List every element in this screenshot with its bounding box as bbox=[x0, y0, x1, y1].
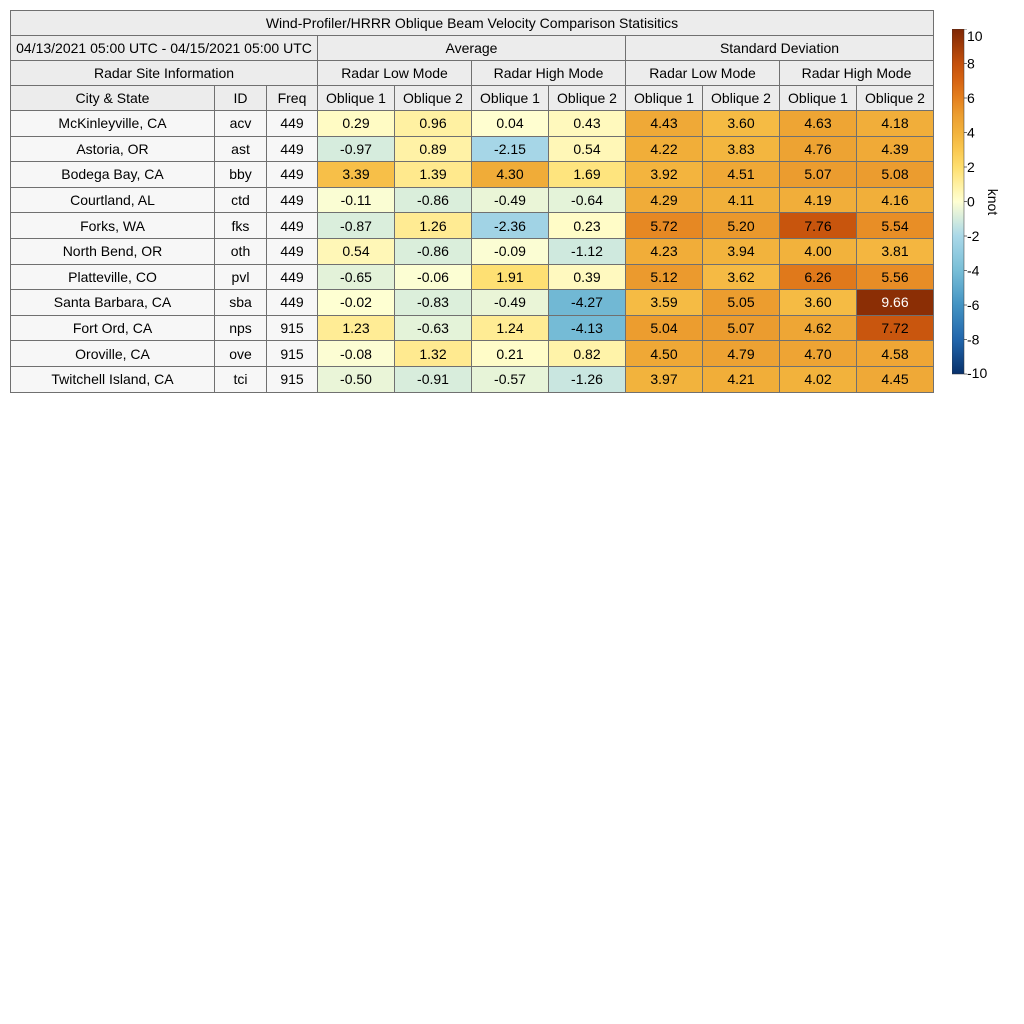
value-cell: -0.49 bbox=[472, 187, 549, 213]
col-header-std-high-oblique-2: Oblique 2 bbox=[857, 86, 934, 111]
colorbar bbox=[952, 29, 1016, 389]
value-cell: 5.54 bbox=[857, 213, 934, 239]
table-row bbox=[11, 264, 934, 290]
value-cell: 4.23 bbox=[626, 238, 703, 264]
avg-low-mode-header: Radar Low Mode bbox=[318, 61, 472, 86]
value-cell: -1.12 bbox=[549, 238, 626, 264]
value-cell: 0.43 bbox=[549, 111, 626, 137]
site-name-cell: Oroville, CA bbox=[11, 341, 215, 367]
value-cell: 4.50 bbox=[626, 341, 703, 367]
value-cell: -1.26 bbox=[549, 366, 626, 392]
value-cell: -0.63 bbox=[395, 315, 472, 341]
value-cell: 4.11 bbox=[703, 187, 780, 213]
value-cell: -4.13 bbox=[549, 315, 626, 341]
site-name-cell: Bodega Bay, CA bbox=[11, 162, 215, 188]
table-row bbox=[11, 238, 934, 264]
value-cell: 0.39 bbox=[549, 264, 626, 290]
value-cell: 7.76 bbox=[780, 213, 857, 239]
col-header-avg-high-oblique-1: Oblique 1 bbox=[472, 86, 549, 111]
site-id-cell: bby bbox=[215, 162, 267, 188]
value-cell: 4.02 bbox=[780, 366, 857, 392]
site-freq-cell: 449 bbox=[267, 111, 318, 137]
value-cell: 0.54 bbox=[549, 136, 626, 162]
value-cell: 3.39 bbox=[318, 162, 395, 188]
value-cell: 5.07 bbox=[703, 315, 780, 341]
site-name-cell: Forks, WA bbox=[11, 213, 215, 239]
table-row bbox=[11, 111, 934, 137]
value-cell: -0.64 bbox=[549, 187, 626, 213]
site-freq-cell: 449 bbox=[267, 238, 318, 264]
site-freq-cell: 915 bbox=[267, 341, 318, 367]
value-cell: 1.26 bbox=[395, 213, 472, 239]
site-id-cell: fks bbox=[215, 213, 267, 239]
site-freq-cell: 449 bbox=[267, 187, 318, 213]
value-cell: 4.21 bbox=[703, 366, 780, 392]
value-cell: 4.63 bbox=[780, 111, 857, 137]
table-row bbox=[11, 213, 934, 239]
value-cell: 4.30 bbox=[472, 162, 549, 188]
value-cell: 0.29 bbox=[318, 111, 395, 137]
value-cell: 5.05 bbox=[703, 290, 780, 316]
value-cell: 4.39 bbox=[857, 136, 934, 162]
value-cell: 3.92 bbox=[626, 162, 703, 188]
value-cell: 3.94 bbox=[703, 238, 780, 264]
value-cell: 3.59 bbox=[626, 290, 703, 316]
value-cell: 4.58 bbox=[857, 341, 934, 367]
value-cell: 9.66 bbox=[857, 290, 934, 316]
site-name-cell: Twitchell Island, CA bbox=[11, 366, 215, 392]
value-cell: 1.24 bbox=[472, 315, 549, 341]
site-name-cell: North Bend, OR bbox=[11, 238, 215, 264]
value-cell: 3.60 bbox=[703, 111, 780, 137]
site-info-header: Radar Site Information bbox=[11, 61, 318, 86]
colorbar-tick-label: 6 bbox=[967, 90, 975, 106]
colorbar-tick-label: -2 bbox=[967, 228, 980, 244]
colorbar-gradient bbox=[952, 29, 964, 374]
value-cell: 4.62 bbox=[780, 315, 857, 341]
value-cell: -0.86 bbox=[395, 238, 472, 264]
site-freq-cell: 915 bbox=[267, 315, 318, 341]
colorbar-tick-label: 8 bbox=[967, 55, 975, 72]
site-name-cell: Platteville, CO bbox=[11, 264, 215, 290]
average-header: Average bbox=[318, 36, 626, 61]
value-cell: -0.49 bbox=[472, 290, 549, 316]
table-row bbox=[11, 290, 934, 316]
site-freq-cell: 449 bbox=[267, 213, 318, 239]
site-name-cell: Courtland, AL bbox=[11, 187, 215, 213]
value-cell: 4.22 bbox=[626, 136, 703, 162]
value-cell: 1.32 bbox=[395, 341, 472, 367]
value-cell: 0.04 bbox=[472, 111, 549, 137]
value-cell: -0.06 bbox=[395, 264, 472, 290]
value-cell: -0.83 bbox=[395, 290, 472, 316]
value-cell: 3.62 bbox=[703, 264, 780, 290]
value-cell: 1.91 bbox=[472, 264, 549, 290]
site-freq-cell: 449 bbox=[267, 162, 318, 188]
value-cell: 5.72 bbox=[626, 213, 703, 239]
table-row bbox=[11, 187, 934, 213]
site-name-cell: Santa Barbara, CA bbox=[11, 290, 215, 316]
table-title: Wind-Profiler/HRRR Oblique Beam Velocity Comparison Statisitics bbox=[11, 11, 934, 36]
value-cell: 1.39 bbox=[395, 162, 472, 188]
value-cell: -4.27 bbox=[549, 290, 626, 316]
value-cell: 0.82 bbox=[549, 341, 626, 367]
value-cell: -0.09 bbox=[472, 238, 549, 264]
table-row bbox=[11, 315, 934, 341]
col-header-avg-low-oblique-1: Oblique 1 bbox=[318, 86, 395, 111]
col-header-city: City & State bbox=[11, 86, 215, 111]
col-header-freq: Freq bbox=[267, 86, 318, 111]
value-cell: -0.57 bbox=[472, 366, 549, 392]
value-cell: 3.83 bbox=[703, 136, 780, 162]
value-cell: 4.79 bbox=[703, 341, 780, 367]
value-cell: -2.15 bbox=[472, 136, 549, 162]
site-id-cell: ctd bbox=[215, 187, 267, 213]
site-freq-cell: 449 bbox=[267, 264, 318, 290]
value-cell: 1.23 bbox=[318, 315, 395, 341]
value-cell: 4.29 bbox=[626, 187, 703, 213]
std-dev-header: Standard Deviation bbox=[626, 36, 934, 61]
colorbar-tick-label: -6 bbox=[967, 297, 980, 313]
col-header-avg-high-oblique-2: Oblique 2 bbox=[549, 86, 626, 111]
value-cell: 0.21 bbox=[472, 341, 549, 367]
col-header-std-low-oblique-2: Oblique 2 bbox=[703, 86, 780, 111]
value-cell: 4.18 bbox=[857, 111, 934, 137]
table-row bbox=[11, 162, 934, 188]
value-cell: -0.50 bbox=[318, 366, 395, 392]
value-cell: -0.97 bbox=[318, 136, 395, 162]
value-cell: 4.00 bbox=[780, 238, 857, 264]
site-freq-cell: 915 bbox=[267, 366, 318, 392]
colorbar-tick-label: 2 bbox=[967, 159, 975, 175]
value-cell: -0.11 bbox=[318, 187, 395, 213]
site-name-cell: Astoria, OR bbox=[11, 136, 215, 162]
value-cell: 0.54 bbox=[318, 238, 395, 264]
value-cell: 4.19 bbox=[780, 187, 857, 213]
value-cell: 5.08 bbox=[857, 162, 934, 188]
site-id-cell: ove bbox=[215, 341, 267, 367]
site-id-cell: nps bbox=[215, 315, 267, 341]
value-cell: -0.08 bbox=[318, 341, 395, 367]
value-cell: -0.86 bbox=[395, 187, 472, 213]
value-cell: 4.45 bbox=[857, 366, 934, 392]
value-cell: 1.69 bbox=[549, 162, 626, 188]
site-name-cell: Fort Ord, CA bbox=[11, 315, 215, 341]
value-cell: 5.20 bbox=[703, 213, 780, 239]
value-cell: -0.87 bbox=[318, 213, 395, 239]
colorbar-label: knot bbox=[985, 188, 1001, 216]
colorbar-tick-label: -4 bbox=[967, 262, 980, 279]
table-row bbox=[11, 341, 934, 367]
value-cell: 5.12 bbox=[626, 264, 703, 290]
std-high-mode-header: Radar High Mode bbox=[780, 61, 934, 86]
value-cell: -0.65 bbox=[318, 264, 395, 290]
value-cell: -2.36 bbox=[472, 213, 549, 239]
value-cell: 5.56 bbox=[857, 264, 934, 290]
value-cell: 3.81 bbox=[857, 238, 934, 264]
colorbar-tick-label: 0 bbox=[967, 193, 975, 210]
site-id-cell: tci bbox=[215, 366, 267, 392]
col-header-avg-low-oblique-2: Oblique 2 bbox=[395, 86, 472, 111]
value-cell: 4.70 bbox=[780, 341, 857, 367]
site-freq-cell: 449 bbox=[267, 290, 318, 316]
value-cell: -0.91 bbox=[395, 366, 472, 392]
table-row bbox=[11, 136, 934, 162]
site-id-cell: acv bbox=[215, 111, 267, 137]
value-cell: 0.89 bbox=[395, 136, 472, 162]
site-freq-cell: 449 bbox=[267, 136, 318, 162]
site-id-cell: sba bbox=[215, 290, 267, 316]
col-header-std-high-oblique-1: Oblique 1 bbox=[780, 86, 857, 111]
value-cell: 4.51 bbox=[703, 162, 780, 188]
site-id-cell: oth bbox=[215, 238, 267, 264]
site-name-cell: McKinleyville, CA bbox=[11, 111, 215, 137]
colorbar-tick-label: 4 bbox=[967, 124, 975, 141]
col-header-std-low-oblique-1: Oblique 1 bbox=[626, 86, 703, 111]
value-cell: 0.96 bbox=[395, 111, 472, 137]
colorbar-tick-label: -8 bbox=[967, 331, 980, 348]
site-id-cell: pvl bbox=[215, 264, 267, 290]
value-cell: 0.23 bbox=[549, 213, 626, 239]
value-cell: 5.04 bbox=[626, 315, 703, 341]
value-cell: 6.26 bbox=[780, 264, 857, 290]
value-cell: 4.43 bbox=[626, 111, 703, 137]
value-cell: 7.72 bbox=[857, 315, 934, 341]
comparison-table bbox=[10, 10, 934, 393]
value-cell: 3.97 bbox=[626, 366, 703, 392]
value-cell: -0.02 bbox=[318, 290, 395, 316]
site-id-cell: ast bbox=[215, 136, 267, 162]
date-range: 04/13/2021 05:00 UTC - 04/15/2021 05:00 UTC bbox=[11, 36, 318, 61]
col-header-id: ID bbox=[215, 86, 267, 111]
colorbar-tick-label: -10 bbox=[967, 365, 988, 381]
value-cell: 3.60 bbox=[780, 290, 857, 316]
value-cell: 5.07 bbox=[780, 162, 857, 188]
colorbar-tick-label: 10 bbox=[967, 29, 983, 44]
value-cell: 4.76 bbox=[780, 136, 857, 162]
table-row bbox=[11, 366, 934, 392]
std-low-mode-header: Radar Low Mode bbox=[626, 61, 780, 86]
avg-high-mode-header: Radar High Mode bbox=[472, 61, 626, 86]
value-cell: 4.16 bbox=[857, 187, 934, 213]
